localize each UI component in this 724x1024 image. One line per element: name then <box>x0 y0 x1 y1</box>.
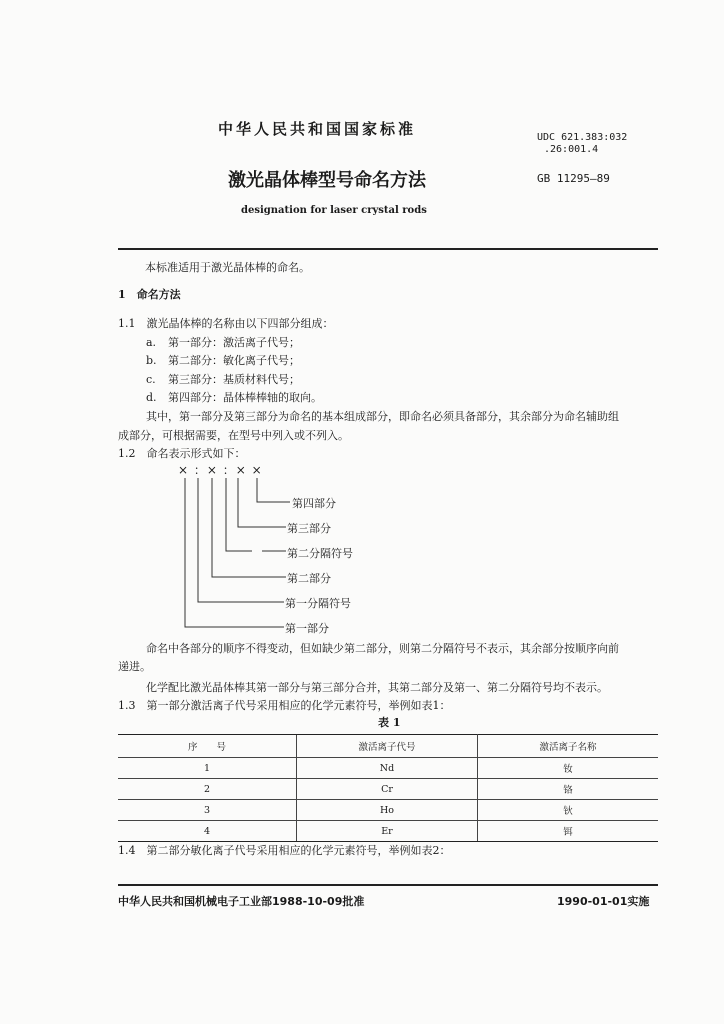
list-item-label: c. <box>146 373 156 386</box>
table-header-cell: 序 号 <box>118 735 297 758</box>
table-header-row <box>118 735 658 758</box>
leader-line-separator-1 <box>198 478 284 602</box>
table-cell: 2 <box>118 779 297 800</box>
leader-line-part-4 <box>257 478 290 502</box>
clause-1-3: 1.3 第一部分激活离子代号采用相应的化学元素符号，举例如表1： <box>118 699 451 712</box>
list-item-text: 第二部分：敏化离子代号； <box>168 354 300 367</box>
table-cell: 4 <box>118 821 297 842</box>
english-title: designation for laser crystal rods <box>241 205 427 216</box>
list-item-label: d. <box>146 391 157 404</box>
effective-date: 1990-01-01实施 <box>557 895 650 908</box>
naming-pattern: × ：× ：× × <box>178 463 263 477</box>
table-1 <box>118 734 658 842</box>
list-item-label: b. <box>146 354 157 367</box>
scope-paragraph: 本标准适用于激光晶体棒的命名。 <box>145 261 310 274</box>
table-cell: Nd <box>297 758 478 779</box>
diagram-label-part-1: 第一部分 <box>285 622 329 635</box>
table-row <box>118 821 658 842</box>
list-item-text: 第四部分：晶体棒棒轴的取向。 <box>168 391 322 404</box>
leader-line-separator-2 <box>226 478 252 551</box>
clause-1-2: 1.2 命名表示形式如下： <box>118 447 246 460</box>
leader-line-part-1 <box>185 478 284 627</box>
table-cell: Er <box>297 821 478 842</box>
table-cell: 钬 <box>478 800 659 821</box>
table-1-caption: 表 1 <box>378 716 401 729</box>
section-1-heading: 1 命名方法 <box>118 288 181 301</box>
table-header-cell: 激活离子名称 <box>478 735 659 758</box>
diagram-label-part-4: 第四部分 <box>292 497 336 510</box>
diagram-label-part-2: 第二部分 <box>287 572 331 585</box>
list-item-text: 第三部分：基质材料代号； <box>168 373 300 386</box>
clause-1-1: 1.1 激光晶体棒的名称由以下四部分组成： <box>118 317 334 330</box>
basic-parts-paragraph-line-1: 其中，第一部分及第三部分为命名的基本组成部分，即命名必须具备部分，其余部分为命名辅助组 <box>146 410 619 423</box>
list-item-label: a. <box>146 336 157 349</box>
approval-statement: 中华人民共和国机械电子工业部1988-10-09批准 <box>118 895 365 908</box>
diagram-label-part-3: 第三部分 <box>287 522 331 535</box>
udc-line-1: UDC 621.383:032 <box>537 132 628 143</box>
issuing-organization: 中华人民共和国国家标准 <box>218 120 417 138</box>
list-item-text: 第一部分：激活离子代号； <box>168 336 300 349</box>
order-paragraph-line-1: 命名中各部分的顺序不得变动，但如缺少第二部分，则第二分隔符号不表示，其余部分按顺序向前 <box>146 642 619 655</box>
table-cell: 3 <box>118 800 297 821</box>
stoichiometric-paragraph: 化学配比激光晶体棒其第一部分与第三部分合并，其第二部分及第一、第二分隔符号均不表示。 <box>146 681 608 694</box>
table-row <box>118 758 658 779</box>
order-paragraph-line-2: 递进。 <box>118 660 151 673</box>
table-row <box>118 800 658 821</box>
diagram-label-separator-1: 第一分隔符号 <box>285 597 351 610</box>
basic-parts-paragraph-line-2: 成部分，可根据需要，在型号中列入或不列入。 <box>118 429 349 442</box>
table-cell: 钕 <box>478 758 659 779</box>
table-cell: Ho <box>297 800 478 821</box>
table-cell: 1 <box>118 758 297 779</box>
udc-line-2: .26:001.4 <box>544 144 599 155</box>
clause-1-4: 1.4 第二部分敏化离子代号采用相应的化学元素符号，举例如表2： <box>118 844 451 857</box>
footer-rule <box>118 884 658 886</box>
table-cell: 铬 <box>478 779 659 800</box>
table-header-cell: 激活离子代号 <box>297 735 478 758</box>
table-cell: 铒 <box>478 821 659 842</box>
table-cell: Cr <box>297 779 478 800</box>
diagram-label-separator-2: 第二分隔符号 <box>287 547 353 560</box>
table-row <box>118 779 658 800</box>
document-title: 激光晶体棒型号命名方法 <box>228 170 426 191</box>
gb-standard-number: GB 11295—89 <box>537 172 610 185</box>
